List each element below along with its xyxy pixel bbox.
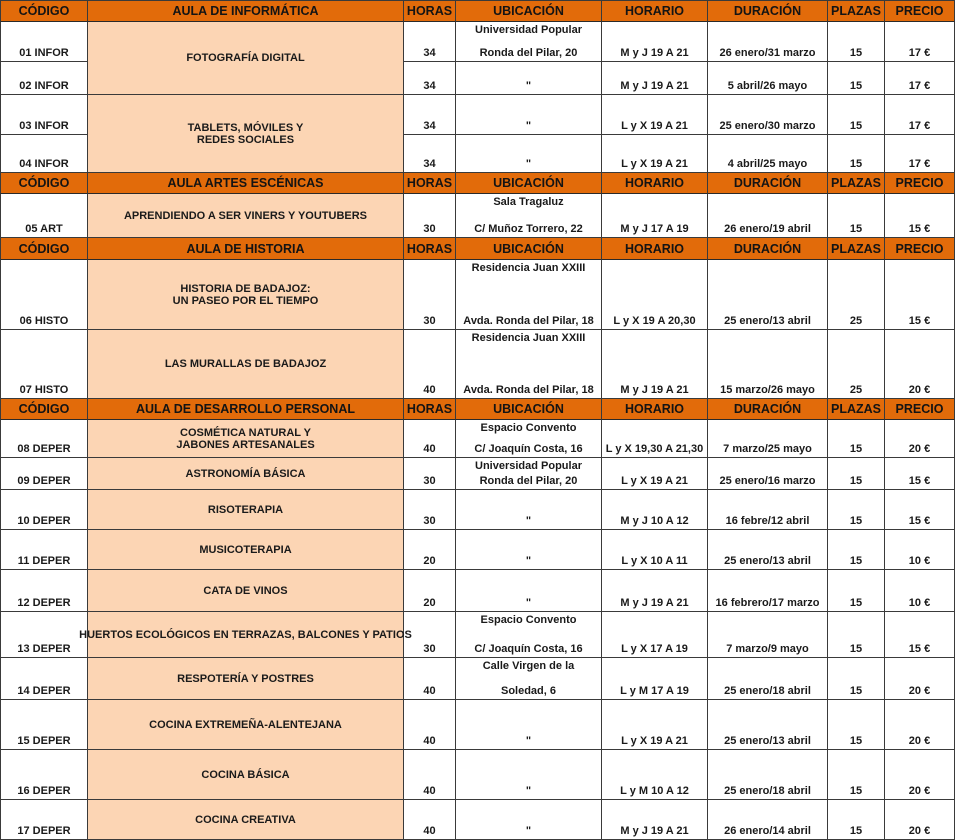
cell-line: Residencia Juan XXIII	[471, 262, 586, 274]
course-duration: 26 enero/14 abril	[708, 800, 828, 840]
course-price: 20 €	[885, 420, 955, 458]
course-code: 02 INFOR	[0, 62, 88, 95]
course-duration: 26 enero/19 abril	[708, 194, 828, 238]
cell-line: Avda. Ronda del Pilar, 18	[463, 315, 594, 327]
course-duration: 25 enero/30 marzo	[708, 95, 828, 135]
course-hours: 34	[404, 62, 456, 95]
cell-line: RISOTERAPIA	[207, 503, 284, 516]
cell-line: HUERTOS ECOLÓGICOS EN TERRAZAS, BALCONES Y PATIOS	[79, 628, 412, 641]
course-code: 10 DEPER	[0, 490, 88, 530]
course-price: 17 €	[885, 62, 955, 95]
course-code: 08 DEPER	[0, 420, 88, 458]
course-price: 10 €	[885, 530, 955, 570]
course-name	[88, 95, 404, 173]
header-plazas: PLAZAS	[828, 399, 885, 420]
course-seats: 15	[828, 420, 885, 458]
course-duration: 16 febrero/17 marzo	[708, 570, 828, 612]
course-hours: 34	[404, 95, 456, 135]
cell-line: COSMÉTICA NATURAL Y	[180, 426, 311, 439]
course-name	[88, 490, 404, 530]
header-precio: PRECIO	[885, 173, 955, 194]
course-hours: 20	[404, 530, 456, 570]
course-location	[456, 22, 602, 62]
course-hours: 20	[404, 570, 456, 612]
course-code: 14 DEPER	[0, 658, 88, 700]
course-price: 10 €	[885, 570, 955, 612]
course-hours: 40	[404, 800, 456, 840]
cell-line: Soledad, 6	[500, 685, 557, 697]
cell-line: MUSICOTERAPIA	[199, 543, 292, 556]
header-aula: AULA ARTES ESCÉNICAS	[88, 173, 404, 194]
course-hours: 30	[404, 458, 456, 490]
header-aula: AULA DE HISTORIA	[88, 238, 404, 260]
course-code: 13 DEPER	[0, 612, 88, 658]
course-hours: 34	[404, 22, 456, 62]
course-price: 17 €	[885, 95, 955, 135]
course-code: 05 ART	[0, 194, 88, 238]
course-seats: 15	[828, 800, 885, 840]
course-location	[456, 194, 602, 238]
cell-line: "	[525, 158, 532, 170]
cell-line: APRENDIENDO A SER VINERS Y YOUTUBERS	[123, 209, 368, 222]
course-schedule: M y J 19 A 21	[602, 22, 708, 62]
cell-line: HISTORIA DE BADAJOZ:	[180, 282, 311, 295]
header-aula: AULA DE INFORMÁTICA	[88, 0, 404, 22]
header-codigo: CÓDIGO	[0, 238, 88, 260]
course-location	[456, 135, 602, 173]
course-name	[88, 570, 404, 612]
course-duration: 15 marzo/26 mayo	[708, 330, 828, 399]
header-horas: HORAS	[404, 238, 456, 260]
course-location	[456, 420, 602, 458]
course-schedule: M y J 19 A 21	[602, 62, 708, 95]
course-code: 01 INFOR	[0, 22, 88, 62]
course-schedule: M y J 19 A 21	[602, 330, 708, 399]
course-schedule: M y J 19 A 21	[602, 800, 708, 840]
course-name	[88, 22, 404, 95]
course-location	[456, 700, 602, 750]
cell-line: LAS MURALLAS DE BADAJOZ	[164, 358, 327, 370]
course-code: 11 DEPER	[0, 530, 88, 570]
course-name	[88, 800, 404, 840]
course-seats: 15	[828, 95, 885, 135]
course-seats: 15	[828, 658, 885, 700]
header-aula: AULA DE DESARROLLO PERSONAL	[88, 399, 404, 420]
course-seats: 15	[828, 135, 885, 173]
course-code: 09 DEPER	[0, 458, 88, 490]
cell-line: "	[525, 80, 532, 92]
cell-line: Espacio Convento	[480, 422, 577, 434]
header-plazas: PLAZAS	[828, 238, 885, 260]
course-seats: 15	[828, 490, 885, 530]
cell-line: C/ Muñoz Torrero, 22	[474, 223, 583, 235]
course-location	[456, 458, 602, 490]
course-schedule: L y M 17 A 19	[602, 658, 708, 700]
course-location	[456, 612, 602, 658]
cell-line: Ronda del Pilar, 20	[479, 47, 578, 59]
course-schedule: M y J 10 A 12	[602, 490, 708, 530]
cell-line: CATA DE VINOS	[203, 584, 288, 597]
header-precio: PRECIO	[885, 399, 955, 420]
course-schedule: L y X 17 A 19	[602, 612, 708, 658]
course-price: 15 €	[885, 490, 955, 530]
cell-line: Universidad Popular	[475, 460, 582, 472]
course-duration: 25 enero/18 abril	[708, 750, 828, 800]
cell-line: COCINA CREATIVA	[195, 813, 296, 826]
course-hours: 40	[404, 330, 456, 399]
course-price: 20 €	[885, 800, 955, 840]
header-horario: HORARIO	[602, 238, 708, 260]
course-location	[456, 330, 602, 399]
course-duration: 16 febre/12 abril	[708, 490, 828, 530]
course-seats: 15	[828, 700, 885, 750]
course-name	[88, 530, 404, 570]
cell-line: "	[525, 735, 532, 747]
header-ubicacion: UBICACIÓN	[456, 399, 602, 420]
course-location	[456, 95, 602, 135]
course-duration: 5 abril/26 mayo	[708, 62, 828, 95]
course-hours: 30	[404, 490, 456, 530]
cell-line: "	[525, 785, 532, 797]
course-name	[88, 260, 404, 330]
course-seats: 15	[828, 750, 885, 800]
course-seats: 15	[828, 22, 885, 62]
course-seats: 15	[828, 194, 885, 238]
cell-line: ASTRONOMÍA BÁSICA	[185, 467, 306, 480]
course-price: 17 €	[885, 135, 955, 173]
course-schedule: L y X 19 A 21	[602, 95, 708, 135]
course-schedule: L y M 10 A 12	[602, 750, 708, 800]
course-code: 07 HISTO	[0, 330, 88, 399]
cell-line: Avda. Ronda del Pilar, 18	[463, 384, 594, 396]
course-price: 20 €	[885, 700, 955, 750]
course-name	[88, 750, 404, 800]
course-location	[456, 658, 602, 700]
cell-line: FOTOGRAFÍA DIGITAL	[186, 52, 305, 64]
cell-line: Espacio Convento	[480, 614, 577, 626]
course-duration: 4 abril/25 mayo	[708, 135, 828, 173]
course-schedule: L y X 19 A 21	[602, 458, 708, 490]
course-location	[456, 570, 602, 612]
cell-line: Ronda del Pilar, 20	[479, 475, 578, 487]
course-name	[88, 658, 404, 700]
course-seats: 15	[828, 570, 885, 612]
course-name	[88, 458, 404, 490]
header-precio: PRECIO	[885, 238, 955, 260]
course-hours: 30	[404, 612, 456, 658]
cell-line: "	[525, 555, 532, 567]
header-ubicacion: UBICACIÓN	[456, 0, 602, 22]
header-duracion: DURACIÓN	[708, 238, 828, 260]
header-plazas: PLAZAS	[828, 173, 885, 194]
course-schedule: M y J 17 A 19	[602, 194, 708, 238]
course-price: 20 €	[885, 330, 955, 399]
cell-line: RESPOTERÍA Y POSTRES	[177, 672, 314, 685]
course-seats: 15	[828, 612, 885, 658]
course-location	[456, 260, 602, 330]
course-location	[456, 530, 602, 570]
course-duration: 25 enero/13 abril	[708, 700, 828, 750]
header-plazas: PLAZAS	[828, 0, 885, 22]
course-price: 15 €	[885, 194, 955, 238]
course-code: 16 DEPER	[0, 750, 88, 800]
cell-line: COCINA BÁSICA	[201, 768, 290, 781]
header-codigo: CÓDIGO	[0, 0, 88, 22]
header-horas: HORAS	[404, 399, 456, 420]
course-seats: 25	[828, 260, 885, 330]
course-location	[456, 490, 602, 530]
header-codigo: CÓDIGO	[0, 399, 88, 420]
header-horas: HORAS	[404, 173, 456, 194]
course-hours: 40	[404, 700, 456, 750]
header-horario: HORARIO	[602, 399, 708, 420]
cell-line: "	[525, 120, 532, 132]
course-schedule: L y X 19,30 A 21,30	[602, 420, 708, 458]
course-seats: 15	[828, 458, 885, 490]
cell-line: Sala Tragaluz	[493, 196, 564, 208]
course-code: 06 HISTO	[0, 260, 88, 330]
course-price: 15 €	[885, 260, 955, 330]
course-price: 20 €	[885, 658, 955, 700]
header-duracion: DURACIÓN	[708, 173, 828, 194]
cell-line: C/ Joaquín Costa, 16	[474, 443, 583, 455]
header-horario: HORARIO	[602, 0, 708, 22]
course-seats: 15	[828, 62, 885, 95]
course-schedule: L y X 19 A 20,30	[602, 260, 708, 330]
course-duration: 25 enero/16 marzo	[708, 458, 828, 490]
course-hours: 30	[404, 194, 456, 238]
cell-line: "	[525, 515, 532, 527]
header-codigo: CÓDIGO	[0, 173, 88, 194]
header-ubicacion: UBICACIÓN	[456, 238, 602, 260]
cell-line: TABLETS, MÓVILES Y	[187, 121, 304, 134]
course-price: 15 €	[885, 458, 955, 490]
course-schedule: L y X 19 A 21	[602, 700, 708, 750]
course-name	[88, 330, 404, 399]
course-code: 17 DEPER	[0, 800, 88, 840]
course-schedule: L y X 10 A 11	[602, 530, 708, 570]
course-schedule: M y J 19 A 21	[602, 570, 708, 612]
cell-line: JABONES ARTESANALES	[176, 438, 315, 451]
course-location	[456, 750, 602, 800]
course-code: 12 DEPER	[0, 570, 88, 612]
course-name	[88, 194, 404, 238]
course-hours: 40	[404, 750, 456, 800]
cell-line: UN PASEO POR EL TIEMPO	[172, 294, 319, 307]
header-horas: HORAS	[404, 0, 456, 22]
course-duration: 25 enero/18 abril	[708, 658, 828, 700]
course-schedule: L y X 19 A 21	[602, 135, 708, 173]
course-hours: 40	[404, 420, 456, 458]
course-name	[79, 612, 412, 658]
course-code: 03 INFOR	[0, 95, 88, 135]
course-hours: 40	[404, 658, 456, 700]
header-ubicacion: UBICACIÓN	[456, 173, 602, 194]
course-hours: 34	[404, 135, 456, 173]
header-precio: PRECIO	[885, 0, 955, 22]
header-duracion: DURACIÓN	[708, 0, 828, 22]
cell-line: "	[525, 825, 532, 837]
course-duration: 25 enero/13 abril	[708, 260, 828, 330]
cell-line: Residencia Juan XXIII	[471, 332, 586, 344]
course-duration: 7 marzo/25 mayo	[708, 420, 828, 458]
header-horario: HORARIO	[602, 173, 708, 194]
cell-line: "	[525, 597, 532, 609]
course-code: 15 DEPER	[0, 700, 88, 750]
course-price: 15 €	[885, 612, 955, 658]
cell-line: C/ Joaquín Costa, 16	[474, 643, 583, 655]
course-duration: 26 enero/31 marzo	[708, 22, 828, 62]
course-code: 04 INFOR	[0, 135, 88, 173]
course-duration: 7 marzo/9 mayo	[708, 612, 828, 658]
course-name	[88, 420, 404, 458]
cell-line: Calle Virgen de la	[482, 660, 575, 672]
course-seats: 25	[828, 330, 885, 399]
course-hours: 30	[404, 260, 456, 330]
course-seats: 15	[828, 530, 885, 570]
header-duracion: DURACIÓN	[708, 399, 828, 420]
cell-line: COCINA EXTREMEÑA-ALENTEJANA	[149, 718, 342, 731]
course-location	[456, 800, 602, 840]
course-price: 17 €	[885, 22, 955, 62]
course-location	[456, 62, 602, 95]
cell-line: Universidad Popular	[475, 24, 582, 36]
course-price: 20 €	[885, 750, 955, 800]
cell-line: REDES SOCIALES	[196, 133, 295, 146]
course-name	[88, 700, 404, 750]
course-duration: 25 enero/13 abril	[708, 530, 828, 570]
